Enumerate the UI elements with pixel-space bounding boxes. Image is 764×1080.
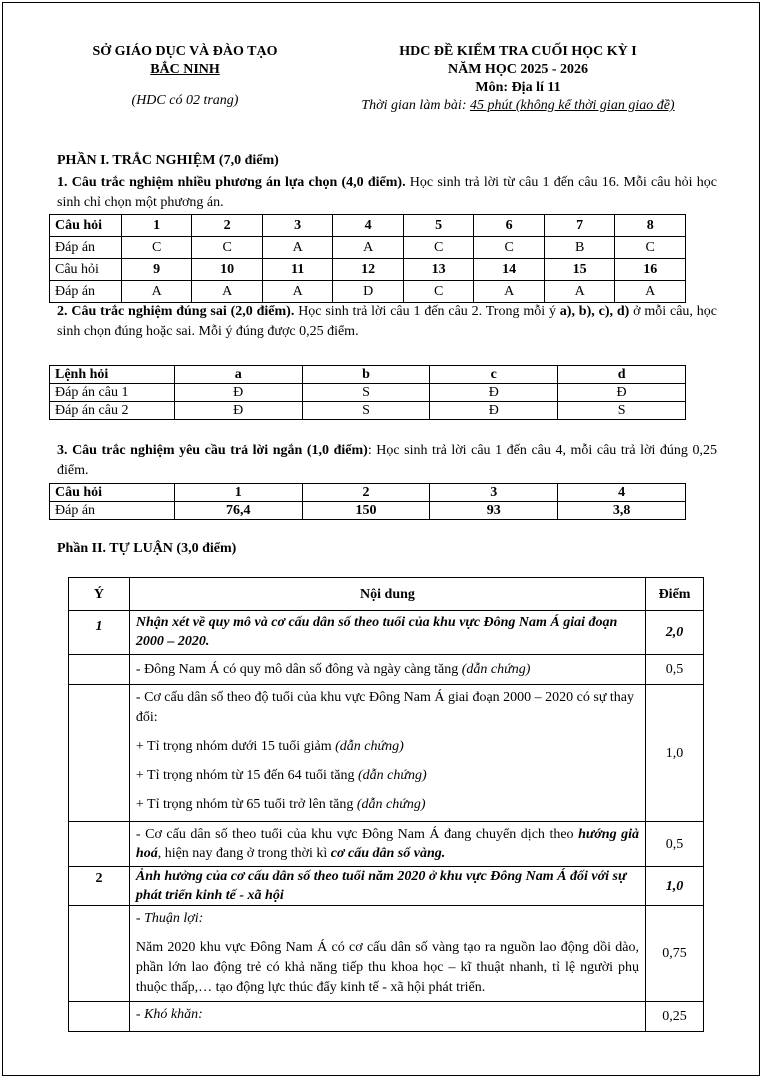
- q1-r3-content: [129, 822, 645, 867]
- sa-header: 2: [302, 484, 430, 502]
- q1-score: 2,0: [646, 611, 704, 655]
- tf-header: b: [302, 366, 430, 384]
- q2-title: Ảnh hưởng của cơ cấu dân số theo tuổi năm 2020 ở khu vực Đông Nam Á đối với sự phát triển kinh tế - xã hội: [129, 867, 645, 906]
- mcq-q: 8: [615, 215, 686, 237]
- q1-r2-bullet3: [136, 795, 639, 815]
- mcq-q: 11: [262, 259, 333, 281]
- mcq-a: A: [544, 281, 615, 303]
- school-year: NĂM HỌC 2025 - 2026: [448, 62, 588, 77]
- q1-r2-b1-evidence: (dẫn chứng): [335, 739, 404, 754]
- tf-cell: Đ: [174, 402, 302, 420]
- empty-cell: [69, 906, 130, 1002]
- mcq-a: A: [262, 281, 333, 303]
- mcq-row-a1: [50, 237, 686, 259]
- col-y: Ý: [69, 578, 130, 611]
- mcq-q-label: Câu hỏi: [50, 259, 122, 281]
- tf-cell: Đáp án câu 1: [50, 384, 175, 402]
- doc-title: HDC ĐỀ KIỂM TRA CUỐI HỌC KỲ I: [399, 44, 637, 59]
- part2-heading: Phần II. TỰ LUẬN (3,0 điểm): [57, 541, 237, 556]
- empty-cell: [69, 685, 130, 822]
- empty-cell: [69, 1002, 130, 1032]
- tf-row: [50, 402, 686, 420]
- time-label: Thời gian làm bài:: [361, 98, 470, 113]
- sec2-bold: a), b), c), d): [559, 304, 630, 319]
- org-line1: SỞ GIÁO DỤC VÀ ĐÀO TẠO: [92, 44, 278, 59]
- tf-cell: S: [302, 402, 430, 420]
- pages-note: (HDC có 02 trang): [131, 93, 239, 108]
- q1-num: 1: [69, 611, 130, 655]
- sec3-paragraph: [57, 441, 717, 481]
- mcq-row-q2: [50, 259, 686, 281]
- subject: Môn: Địa lí 11: [475, 80, 561, 95]
- tf-row: [50, 384, 686, 402]
- tf-cell: S: [302, 384, 430, 402]
- mcq-a: C: [474, 237, 545, 259]
- q1-r1-score: 0,5: [646, 655, 704, 685]
- sec1-title: 1. Câu trắc nghiệm nhiều phương án lựa chọn (4,0 điểm).: [57, 175, 406, 190]
- mcq-q-label: Câu hỏi: [50, 215, 122, 237]
- empty-cell: [69, 822, 130, 867]
- mcq-q: 16: [615, 259, 686, 281]
- sec1-text: Học sinh trả lời từ câu 1 đến câu 16. Mỗi câu hỏi học sinh chỉ chọn một phương án.: [57, 175, 717, 210]
- q1-title-row: [69, 611, 704, 655]
- tf-cell: Đáp án câu 2: [50, 402, 175, 420]
- mcq-a: A: [192, 281, 263, 303]
- q1-r3-b: hướng già hoá: [135, 827, 640, 861]
- tf-header: c: [430, 366, 558, 384]
- q1-r2-b1: + Tỉ trọng nhóm dưới 15 tuổi giảm: [135, 739, 336, 754]
- essay-table: [68, 577, 704, 1032]
- mcq-a: A: [262, 237, 333, 259]
- time-value: 45 phút (không kể thời gian giao đề): [469, 98, 675, 113]
- tf-cell: Đ: [430, 402, 558, 420]
- sa-answer-label: Đáp án: [50, 502, 175, 520]
- mcq-a: C: [615, 237, 686, 259]
- sec3-title: 3. Câu trắc nghiệm yêu cầu trả lời ngắn (1,0 điểm): [57, 443, 368, 458]
- mcq-q: 2: [192, 215, 263, 237]
- short-answer-table: [49, 483, 686, 520]
- tf-header: Lệnh hỏi: [50, 366, 175, 384]
- q2-dis-score: 0,25: [646, 1002, 704, 1032]
- mcq-q: 13: [403, 259, 474, 281]
- tf-header: a: [174, 366, 302, 384]
- sa-header: 4: [558, 484, 686, 502]
- q1-r2-b3: + Tỉ trọng nhóm từ 65 tuổi trở lên tăng: [135, 797, 357, 812]
- mcq-q: 9: [121, 259, 192, 281]
- mcq-q: 6: [474, 215, 545, 237]
- q2-dis-label: - Khó khăn:: [129, 1002, 645, 1032]
- mcq-a-label: Đáp án: [50, 281, 122, 303]
- q1-r3-score: 0,5: [646, 822, 704, 867]
- mcq-table: [49, 214, 686, 303]
- mcq-a: C: [403, 237, 474, 259]
- q1-r2-bullet2: [136, 766, 639, 786]
- q1-r2-bullet1: [136, 737, 639, 757]
- mcq-a: D: [333, 281, 404, 303]
- tf-header-row: [50, 366, 686, 384]
- q2-title-row: [69, 867, 704, 906]
- header-left: [40, 43, 330, 110]
- sec3-text: : Học sinh trả lời câu 1 đến câu 4, mỗi câu trả lời đúng 0,25 điểm.: [57, 443, 717, 478]
- q2-adv-score: 0,75: [646, 906, 704, 1002]
- mcq-a: A: [121, 281, 192, 303]
- q1-title: Nhận xét về quy mô và cơ cấu dân số theo tuổi của khu vực Đông Nam Á giai đoạn 2000 – 2020.: [129, 611, 645, 655]
- q1-row1: [69, 655, 704, 685]
- tf-cell: Đ: [174, 384, 302, 402]
- sa-answer: 93: [430, 502, 558, 520]
- q1-r2-content: [129, 685, 645, 822]
- q2-adv-text: Năm 2020 khu vực Đông Nam Á có cơ cấu dân số vàng tạo ra nguồn lao động dồi dào, phần lớn lao động trẻ có khả năng tiếp thu khoa học – kĩ thuật nhanh, tỉ lệ người phụ thuộc thấp,… tạo động lực thúc đẩy kinh tế - xã hội phát triển.: [135, 940, 640, 995]
- mcq-row-a2: [50, 281, 686, 303]
- part1-heading: PHẦN I. TRẮC NGHIỆM (7,0 điểm): [57, 153, 279, 168]
- sa-answer-row: [50, 502, 686, 520]
- q1-r2-b2-evidence: (dẫn chứng): [358, 768, 427, 783]
- q1-r2-b2: + Tỉ trọng nhóm từ 15 đến 64 tuổi tăng: [135, 768, 359, 783]
- q1-r1-content: [129, 655, 645, 685]
- q1-r3-a: - Cơ cấu dân số theo tuổi của khu vực Đông Nam Á đang chuyển dịch theo: [135, 827, 579, 842]
- q2-adv-row: [69, 906, 704, 1002]
- q1-r3-d: cơ cấu dân số vàng.: [330, 846, 446, 861]
- tf-cell: Đ: [558, 384, 686, 402]
- sa-header: 3: [430, 484, 558, 502]
- sa-answer: 3,8: [558, 502, 686, 520]
- sa-header-row: [50, 484, 686, 502]
- mcq-q: 3: [262, 215, 333, 237]
- org-line2: BẮC NINH: [150, 62, 220, 77]
- mcq-a: C: [403, 281, 474, 303]
- q2-dis-row: [69, 1002, 704, 1032]
- mcq-q: 5: [403, 215, 474, 237]
- mcq-a-label: Đáp án: [50, 237, 122, 259]
- mcq-q: 14: [474, 259, 545, 281]
- q2-num: 2: [69, 867, 130, 906]
- mcq-a: A: [474, 281, 545, 303]
- q1-r2-intro: - Cơ cấu dân số theo độ tuổi của khu vực Đông Nam Á giai đoạn 2000 – 2020 có sự thay đổi:: [135, 690, 635, 725]
- mcq-q: 12: [333, 259, 404, 281]
- empty-cell: [69, 655, 130, 685]
- q2-score: 1,0: [646, 867, 704, 906]
- essay-header-row: [69, 578, 704, 611]
- sec2-paragraph: [57, 302, 717, 342]
- sa-answer: 76,4: [174, 502, 302, 520]
- mcq-q: 7: [544, 215, 615, 237]
- q1-r2-score: 1,0: [646, 685, 704, 822]
- mcq-a: A: [333, 237, 404, 259]
- mcq-a: A: [615, 281, 686, 303]
- sec2-title: 2. Câu trắc nghiệm đúng sai (2,0 điểm).: [57, 304, 295, 319]
- tf-header: d: [558, 366, 686, 384]
- tf-cell: Đ: [430, 384, 558, 402]
- q2-adv-content: [129, 906, 645, 1002]
- true-false-table: [49, 365, 686, 420]
- q1-r3-c: , hiện nay đang ở trong thời kì: [157, 846, 331, 861]
- sa-header: Câu hỏi: [50, 484, 175, 502]
- sa-header: 1: [174, 484, 302, 502]
- sec2-text-b: ở mỗi câu, học sinh chọn đúng hoặc sai. Mỗi ý đúng được 0,25 điểm.: [57, 304, 717, 339]
- q2-adv-label: - Thuận lợi:: [135, 911, 204, 926]
- time-line: [318, 97, 718, 115]
- q1-row3: [69, 822, 704, 867]
- mcq-q: 4: [333, 215, 404, 237]
- tf-cell: S: [558, 402, 686, 420]
- col-content: Nội dung: [129, 578, 645, 611]
- q1-r1-evidence: (dẫn chứng): [461, 662, 531, 677]
- sa-answer: 150: [302, 502, 430, 520]
- col-score: Điểm: [646, 578, 704, 611]
- mcq-a: C: [192, 237, 263, 259]
- header-right: [318, 43, 718, 115]
- sec1-paragraph: [57, 173, 717, 213]
- mcq-a: B: [544, 237, 615, 259]
- q1-r1-text: - Đông Nam Á có quy mô dân số đông và ngày càng tăng: [135, 662, 462, 677]
- mcq-a: C: [121, 237, 192, 259]
- q1-row2: [69, 685, 704, 822]
- mcq-q: 10: [192, 259, 263, 281]
- mcq-row-q1: [50, 215, 686, 237]
- q1-r2-b3-evidence: (dẫn chứng): [356, 797, 426, 812]
- mcq-q: 1: [121, 215, 192, 237]
- mcq-q: 15: [544, 259, 615, 281]
- sec2-text-a: Học sinh trả lời câu 1 đến câu 2. Trong mỗi ý: [294, 304, 560, 319]
